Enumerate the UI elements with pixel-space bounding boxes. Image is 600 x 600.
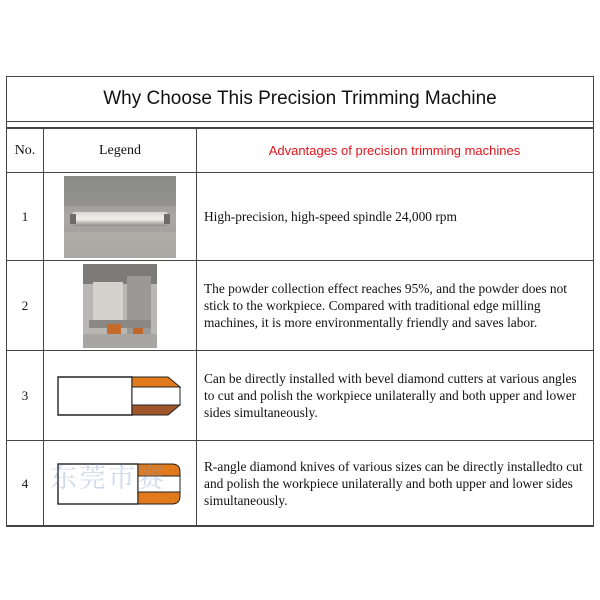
legend-spindle-photo xyxy=(44,173,197,261)
advantage-text: High-precision, high-speed spindle 24,000 rpm xyxy=(197,173,594,261)
row-number: 4 xyxy=(7,441,44,527)
table-row xyxy=(7,441,594,527)
advantages-table xyxy=(6,128,594,527)
table-row xyxy=(7,261,594,351)
advantage-text: Can be directly installed with bevel diamond cutters at various angles to cut and polish the workpiece unilaterally and both upper and lower sides simultaneously. xyxy=(197,351,594,441)
table-row xyxy=(7,351,594,441)
legend-bevel-cutter-diagram xyxy=(44,351,197,441)
header-advantages: Advantages of precision trimming machines xyxy=(197,129,594,173)
header-legend: Legend xyxy=(44,129,197,173)
advantage-text: The powder collection effect reaches 95%, and the powder does not stick to the workpiece. Compared with traditional edge milling machines, it is more environmentally friendly and saves labor. xyxy=(197,261,594,351)
advantages-sheet xyxy=(6,76,594,526)
row-number: 2 xyxy=(7,261,44,351)
spindle-photo-image xyxy=(64,176,176,258)
r-angle-knife-icon xyxy=(56,462,184,506)
row-number: 3 xyxy=(7,351,44,441)
company-watermark: 东莞市赛 xyxy=(50,463,166,494)
sheet-title: Why Choose This Precision Trimming Machine xyxy=(7,77,593,122)
table-row xyxy=(7,173,594,261)
header-no: No. xyxy=(7,129,44,173)
legend-powder-collection-photo xyxy=(44,261,197,351)
advantage-text: R-angle diamond knives of various sizes can be directly installedto cut and polish the workpiece unilaterally and both upper and lower sides simultaneously. xyxy=(197,441,594,527)
row-number: 1 xyxy=(7,173,44,261)
powder-collector-photo-image xyxy=(83,264,157,348)
bevel-cutter-icon xyxy=(56,375,184,417)
table-header-row xyxy=(7,129,594,173)
legend-r-angle-knife-diagram xyxy=(44,441,197,527)
